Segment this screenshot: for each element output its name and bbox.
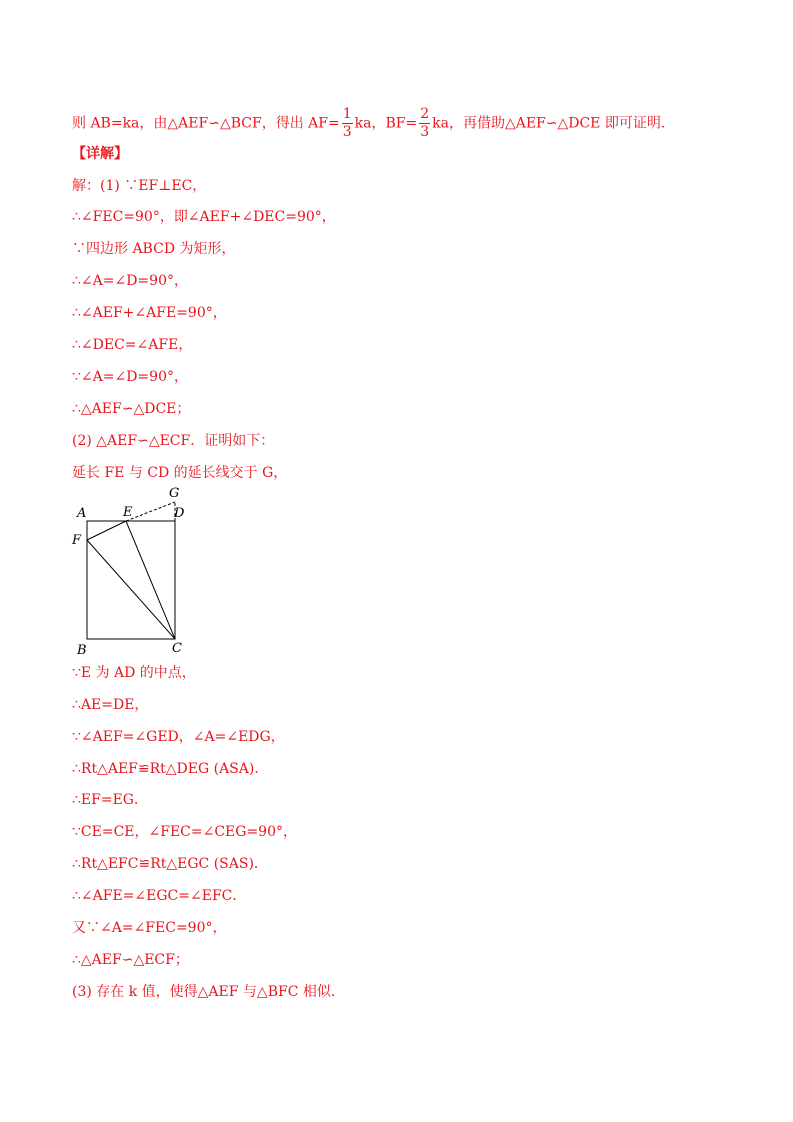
fraction-numerator: 1 (342, 106, 352, 122)
label-a: A (77, 506, 87, 521)
solution-line: ∵CE=CE，∠FEC=∠CEG=90°， (72, 824, 297, 840)
fraction-denominator: 3 (420, 124, 430, 140)
label-g: G (169, 486, 180, 501)
solution-line: ∴Rt△AEF≌Rt△DEG (ASA)． (72, 761, 269, 777)
intro-line (72, 106, 675, 141)
rectangle-abcd (87, 521, 175, 639)
dashed-segment-eg (126, 502, 175, 521)
fraction-numerator: 2 (420, 106, 430, 122)
solution-line: ∴Rt△EFC≌Rt△EGC (SAS)． (72, 856, 268, 872)
solution-line: 解：(1) ∵EF⊥EC， (72, 178, 207, 194)
solution-line: ∴EF=EG． (72, 792, 148, 808)
intro-text-2: ka，BF= (354, 115, 418, 132)
solution-line: (3) 存在 k 值，使得△AEF 与△BFC 相似． (72, 984, 345, 1000)
solution-line: ∵∠A=∠D=90°， (72, 369, 188, 385)
solution-line: 延长 FE 与 CD 的延长线交于 G， (72, 465, 288, 481)
solution-line: ∴∠FEC=90°，即∠AEF+∠DEC=90°， (72, 209, 336, 225)
solution-line: ∵四边形 ABCD 为矩形， (72, 241, 236, 257)
solution-line: ∴△AEF∽△ECF； (72, 952, 189, 968)
fraction-one-third (342, 106, 353, 141)
solution-line: ∴∠AFE=∠EGC=∠EFC． (72, 888, 247, 904)
solution-line: ∴AE=DE， (72, 697, 149, 713)
solution-line: ∵E 为 AD 的中点， (72, 665, 196, 681)
intro-text-3: ka，再借助△AEF∽△DCE 即可证明． (432, 115, 675, 132)
fraction-two-thirds (419, 106, 430, 141)
fraction-denominator: 3 (342, 124, 352, 140)
segment-fc (87, 540, 175, 639)
label-d: D (174, 506, 185, 521)
segment-ef (87, 521, 126, 540)
label-e: E (123, 505, 133, 520)
segment-ec (126, 521, 175, 639)
solution-line: ∴∠A=∠D=90°， (72, 273, 188, 289)
solution-line: ∴△AEF∽△DCE； (72, 401, 191, 417)
label-b: B (77, 643, 87, 658)
solution-line: ∴∠AEF+∠AFE=90°， (72, 305, 227, 321)
solution-line: ∵∠AEF=∠GED，∠A=∠EDG， (72, 729, 285, 745)
solution-line: 又∵∠A=∠FEC=90°， (72, 920, 227, 936)
solution-line: (2) △AEF∽△ECF．证明如下： (72, 433, 275, 449)
solution-line: ∴∠DEC=∠AFE， (72, 337, 193, 353)
geometry-figure (70, 480, 220, 660)
label-c: C (172, 641, 182, 656)
section-header: 【详解】 (72, 146, 128, 162)
intro-text-1: 则 AB=ka，由△AEF∽△BCF，得出 AF= (72, 115, 340, 132)
label-f: F (72, 533, 82, 548)
